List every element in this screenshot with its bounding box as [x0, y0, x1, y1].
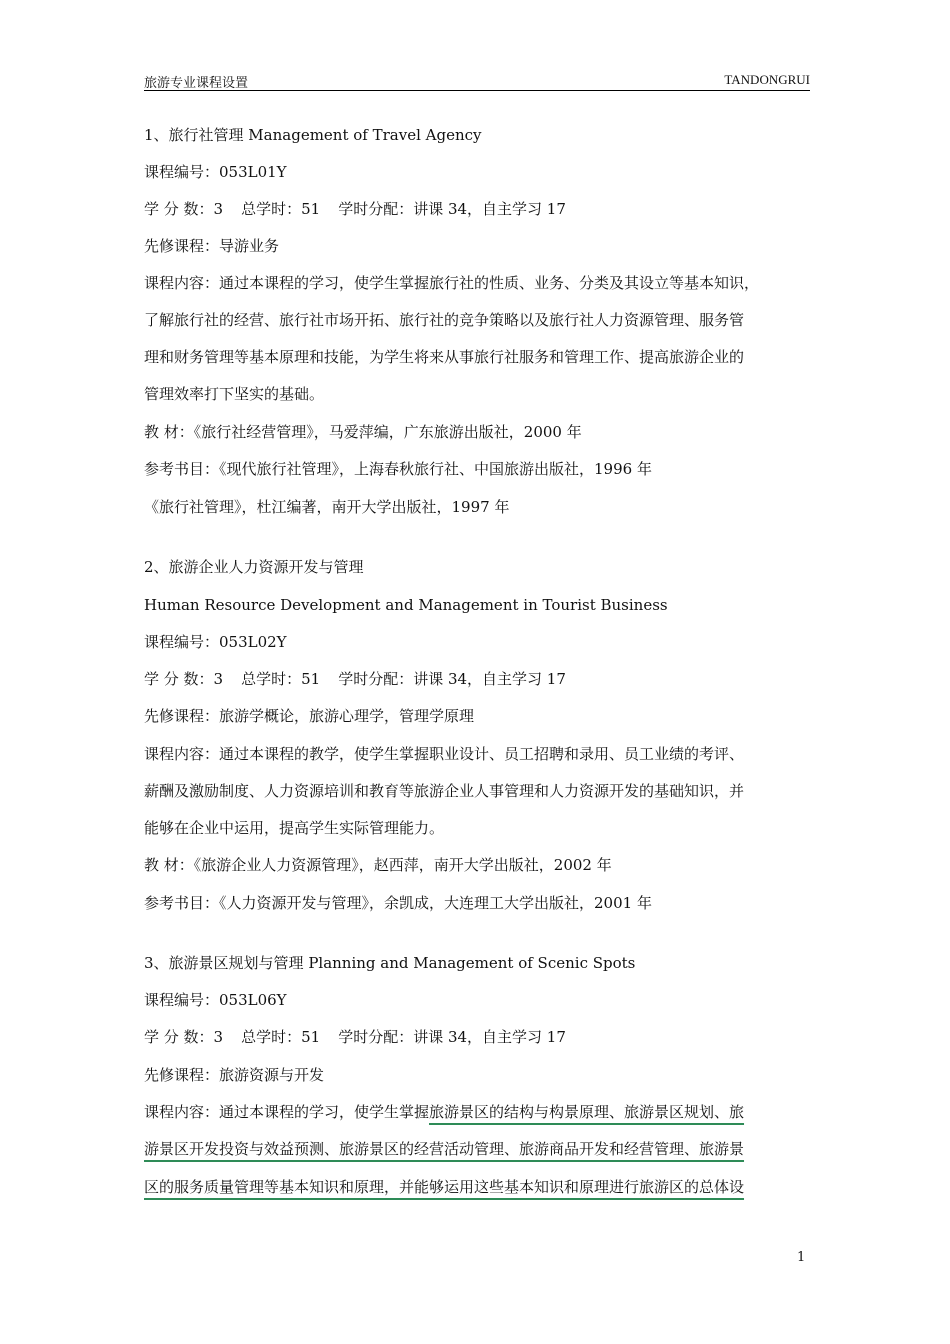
course-1-title: 1、旅行社管理 Management of Travel Agency: [144, 126, 482, 144]
underlined-text: 游景区开发投资与效益预测、旅游景区的经营活动管理、旅游商品开发和经营管理、旅游景: [144, 1140, 745, 1158]
course-2-prereq: 先修课程：旅游学概论，旅游心理学，管理学原理: [144, 707, 475, 725]
course-3-content-line: [144, 1177, 810, 1197]
course-2-content-line: 课程内容：通过本课程的教学，使学生掌握职业设计、员工招聘和录用、员工业绩的考评、: [144, 745, 745, 763]
course-1-credits-row: [144, 199, 810, 219]
course-3-content-line: [144, 1102, 810, 1122]
credit: 学 分 数：3: [144, 670, 224, 688]
hour-allocation: 学时分配：讲课 34，自主学习 17: [338, 1028, 566, 1046]
course-2-title: 2、旅游企业人力资源开发与管理: [144, 558, 364, 576]
total-hours: 总学时：51: [241, 1028, 321, 1046]
course-2-title-en: Human Resource Development and Management in Tourist Business: [144, 596, 668, 614]
content-lead: 课程内容：通过本课程的学习，使学生掌握: [144, 1103, 430, 1121]
course-1-content-line: 了解旅行社的经营、旅行社市场开拓、旅行社的竞争策略以及旅行社人力资源管理、服务管: [144, 311, 745, 329]
course-1-textbook: 教 材：《旅行社经营管理》，马爱萍编，广东旅游出版社，2000 年: [144, 423, 582, 441]
total-hours: 总学时：51: [241, 200, 321, 218]
credit: 学 分 数：3: [144, 200, 224, 218]
course-3-credits-row: [144, 1027, 810, 1047]
hour-allocation: 学时分配：讲课 34，自主学习 17: [338, 670, 566, 688]
course-2-credits-row: [144, 669, 810, 689]
underlined-text: 旅游景区的结构与构景原理、旅游景区规划、旅: [429, 1103, 745, 1121]
credit: 学 分 数：3: [144, 1028, 224, 1046]
course-1-content-line: 管理效率打下坚实的基础。: [144, 385, 325, 403]
course-1-reference: 参考书目：《现代旅行社管理》，上海春秋旅行社、中国旅游出版社，1996 年: [144, 460, 652, 478]
course-3-title: 3、旅游景区规划与管理 Planning and Management of Scenic Spots: [144, 954, 636, 972]
course-2-content-line: 能够在企业中运用，提高学生实际管理能力。: [144, 819, 445, 837]
course-2-code: 课程编号：053L02Y: [144, 633, 287, 651]
course-1-code: 课程编号：053L01Y: [144, 163, 287, 181]
page-header: [144, 70, 810, 91]
page-number: 1: [797, 1250, 806, 1265]
header-title: 旅游专业课程设置: [144, 76, 249, 91]
total-hours: 总学时：51: [241, 670, 321, 688]
course-3-code: 课程编号：053L06Y: [144, 991, 287, 1009]
course-1-content-line: 课程内容：通过本课程的学习，使学生掌握旅行社的性质、业务、分类及其设立等基本知识，: [144, 274, 760, 292]
course-3-content-line: [144, 1139, 810, 1159]
course-1-prereq: 先修课程：导游业务: [144, 237, 280, 255]
header-author: TANDONGRUI: [724, 72, 810, 87]
underlined-text: 区的服务质量管理等基本知识和原理，并能够运用这些基本知识和原理进行旅游区的总体设: [144, 1178, 745, 1196]
course-1-reference: 《旅行社管理》，杜江编著，南开大学出版社，1997 年: [144, 498, 510, 516]
course-2-textbook: 教 材：《旅游企业人力资源管理》，赵西萍，南开大学出版社，2002 年: [144, 856, 612, 874]
course-2-content-line: 薪酬及激励制度、人力资源培训和教育等旅游企业人事管理和人力资源开发的基础知识，并: [144, 782, 745, 800]
course-2-reference: 参考书目：《人力资源开发与管理》，余凯成，大连理工大学出版社，2001 年: [144, 894, 652, 912]
hour-allocation: 学时分配：讲课 34，自主学习 17: [338, 200, 566, 218]
course-1-content-line: 理和财务管理等基本原理和技能，为学生将来从事旅行社服务和管理工作、提高旅游企业的: [144, 348, 745, 366]
course-3-prereq: 先修课程：旅游资源与开发: [144, 1066, 325, 1084]
